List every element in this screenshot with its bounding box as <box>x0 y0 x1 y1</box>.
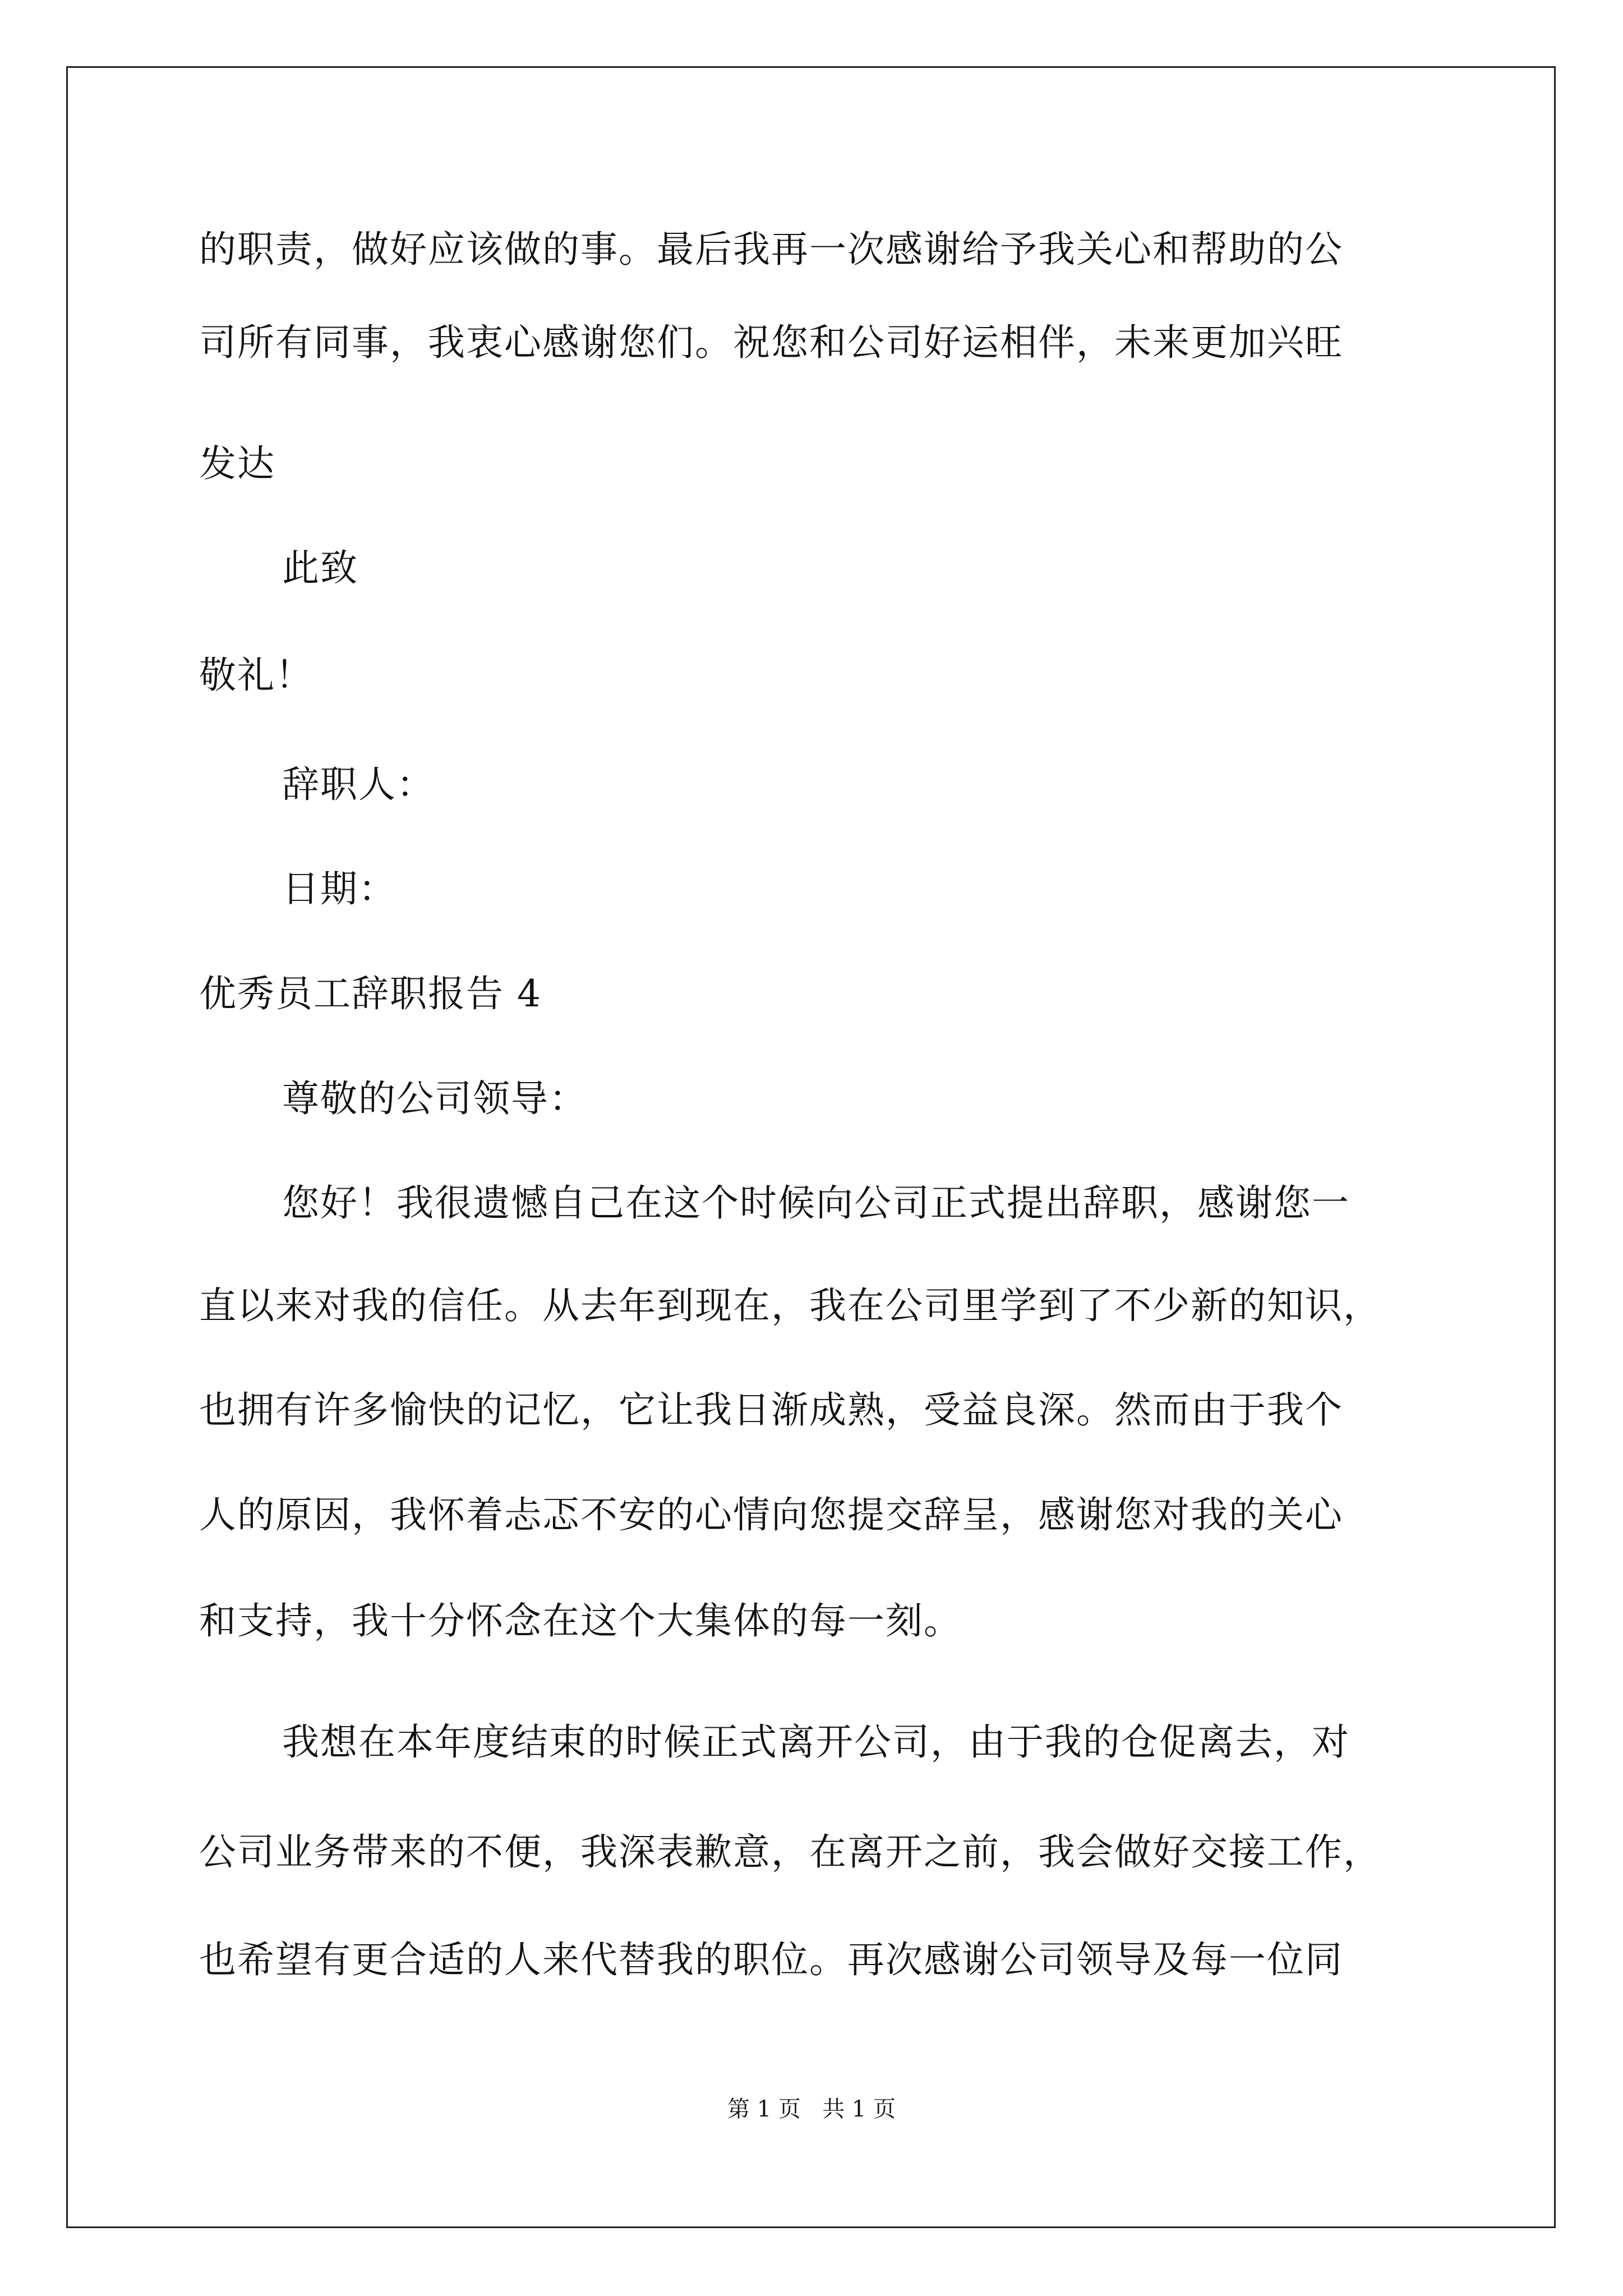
paragraph-line: 直以来对我的信任。从去年到现在，我在公司里学到了不少新的知识， <box>199 1284 1381 1327</box>
page-footer: 第 1 页 共 1 页 <box>727 2096 896 2122</box>
paragraph-line: 司所有同事，我衷心感谢您们。祝您和公司好运相伴，未来更加兴旺 <box>199 321 1343 364</box>
section-title: 优秀员工辞职报告 4 <box>199 972 542 1015</box>
paragraph-line: 您好！我很遗憾自己在这个时候向公司正式提出辞职，感谢您一 <box>282 1181 1350 1225</box>
paragraph-line: 也希望有更合适的人来代替我的职位。再次感谢公司领导及每一位同 <box>199 1938 1343 1981</box>
greeting-line: 尊敬的公司领导： <box>282 1077 587 1120</box>
paragraph-line: 和支持，我十分怀念在这个大集体的每一刻。 <box>199 1599 962 1642</box>
paragraph-line: 的职责，做好应该做的事。最后我再一次感谢给予我关心和帮助的公 <box>199 228 1343 271</box>
date-label: 日期： <box>282 867 396 910</box>
paragraph-line: 我想在本年度结束的时候正式离开公司，由于我的仓促离去，对 <box>282 1720 1350 1764</box>
closing-regards: 敬礼！ <box>199 654 313 697</box>
paragraph-line: 公司业务带来的不便，我深表歉意，在离开之前，我会做好交接工作， <box>199 1830 1381 1874</box>
page-border <box>66 66 1556 2228</box>
paragraph-line: 人的原因，我怀着忐忑不安的心情向您提交辞呈，感谢您对我的关心 <box>199 1493 1343 1536</box>
closing-salutation: 此致 <box>282 546 358 590</box>
paragraph-line: 发达 <box>199 442 275 485</box>
paragraph-line: 也拥有许多愉快的记忆，它让我日渐成熟，受益良深。然而由于我个 <box>199 1388 1343 1432</box>
signature-label: 辞职人： <box>282 763 435 806</box>
